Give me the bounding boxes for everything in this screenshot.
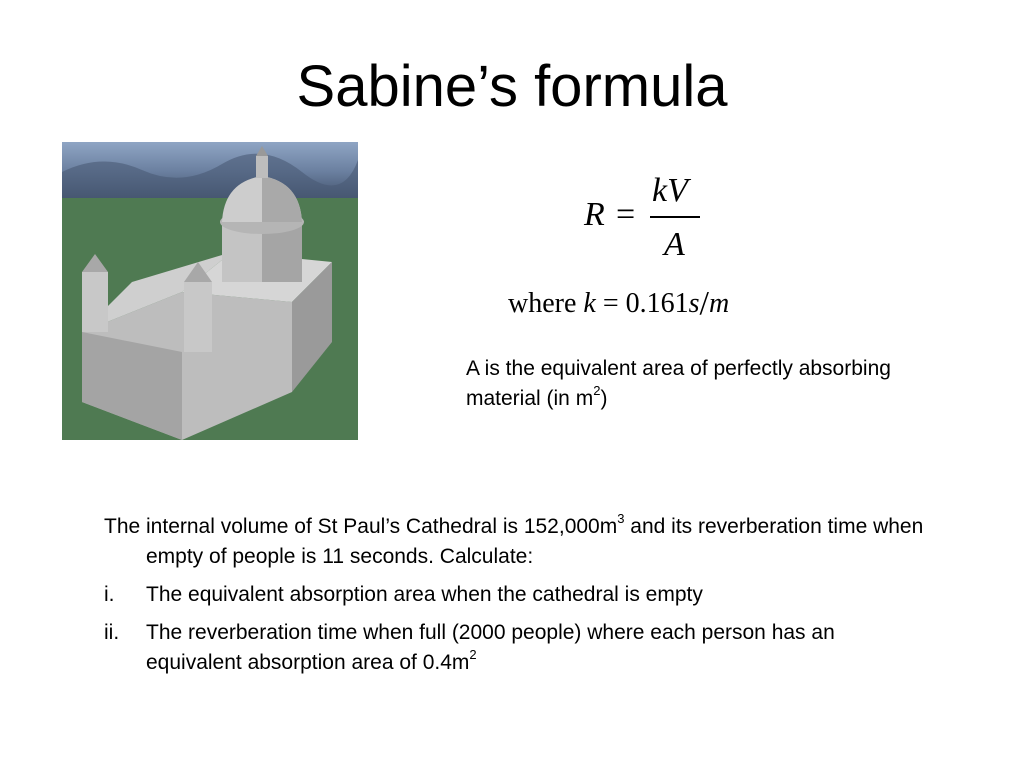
formula-denominator: A	[664, 226, 685, 263]
intro-rest: and its reverberation time when empty of people is 11 seconds. Calculate:	[146, 515, 924, 568]
item-sup: 2	[469, 647, 477, 662]
unit-slash: /	[699, 285, 709, 322]
item-text-main: The equivalent absorption area when the cathedral is empty	[146, 583, 703, 606]
k-definition	[508, 284, 729, 322]
intro-text: The internal volume of St Paul’s Cathedral is 152,000m	[104, 515, 618, 538]
note-sup: 2	[593, 383, 601, 398]
cathedral-image	[62, 142, 358, 440]
item-marker: ii.	[104, 621, 120, 644]
fraction-bar	[650, 216, 700, 218]
k-equals: =	[602, 288, 619, 319]
k-symbol: k	[583, 288, 596, 319]
formula-numerator: kV	[652, 172, 688, 209]
slide-title: Sabine’s formula	[296, 54, 728, 119]
item-text	[146, 580, 924, 610]
note-text: A is the equivalent area of perfectly absorbing material (in m	[466, 357, 891, 410]
list-item	[104, 580, 924, 610]
formula-lhs: R	[584, 196, 605, 233]
item-text-main: The reverberation time when full (2000 people) where each person has an equivalent absorption area of 0.4m	[146, 621, 835, 674]
item-text	[146, 618, 924, 678]
problem-intro	[104, 512, 924, 572]
absorption-note	[466, 354, 896, 414]
item-marker: i.	[104, 583, 115, 606]
problem-text	[104, 512, 924, 686]
note-close: )	[600, 387, 608, 410]
unit-numerator: s	[688, 288, 700, 319]
list-item	[104, 618, 924, 678]
where-word: where	[508, 288, 577, 319]
unit-denominator: m	[709, 288, 730, 319]
k-value: 0.161	[625, 288, 689, 319]
intro-sup: 3	[617, 511, 625, 526]
formula-equals: =	[616, 196, 636, 233]
